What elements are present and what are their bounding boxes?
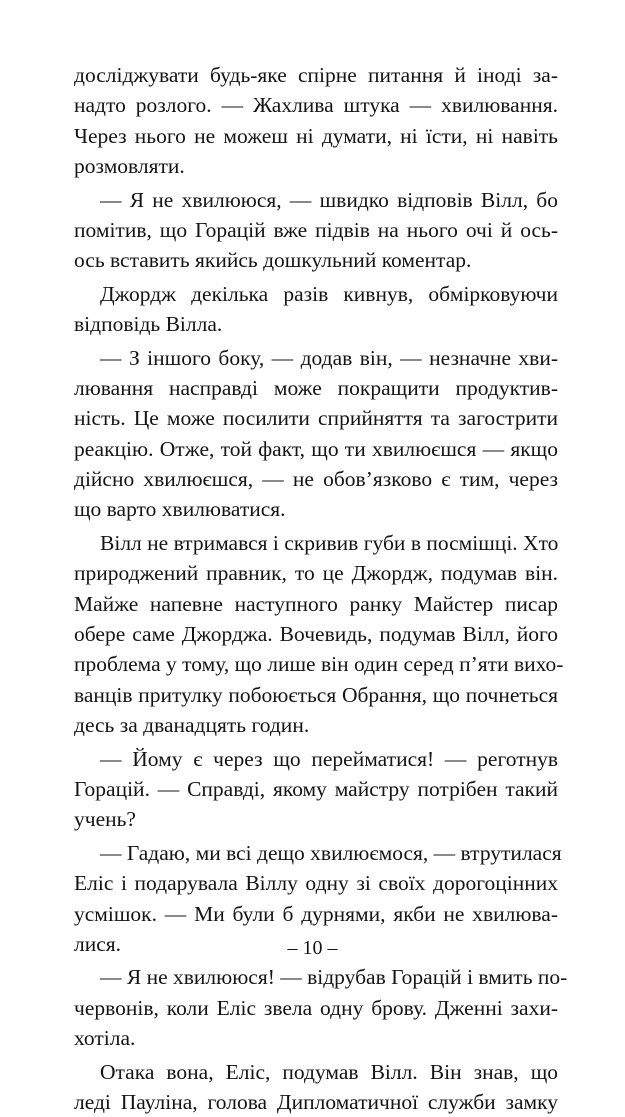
text-line: лися. — [74, 931, 122, 956]
text-line: Вілл не втримався і скривив губи в посмішці. Хто — [100, 530, 559, 555]
text-line: десь за дванадцять годин. — [74, 713, 310, 738]
text-line: — Гадаю, ми всі дещо хвилюємося, — втрутилася — [100, 840, 562, 865]
text-line: дійсно хвилюєшся, — не обов’язково є тим, через — [74, 467, 558, 492]
text-line: природжений правник, то це Джордж, подумав він. — [74, 561, 558, 586]
text-line: усмішок. — Ми були б дурнями, якби не хвилюва- — [74, 901, 558, 926]
text-line: Джордж декілька разів кивнув, обмірковуючи — [100, 281, 558, 306]
text-line: проблема у тому, що лише він один серед п’яти вихо- — [74, 652, 564, 677]
text-line: — Я не хвилююся! — відрубав Горацій і вмить по- — [100, 965, 568, 990]
text-line: лювання насправді може покращити продуктив- — [74, 375, 558, 400]
text-line: Через нього не можеш ні думати, ні їсти, ні навіть — [74, 123, 558, 148]
text-line: розмовляти. — [74, 154, 185, 179]
text-line: обере саме Джорджа. Вочевидь, подумав Вілл, його — [74, 622, 558, 647]
text-line: — Йому є через що перейматися! — реготнув — [100, 746, 558, 771]
text-line: хотіла. — [74, 1026, 136, 1051]
text-line: Отака вона, Еліс, подумав Вілл. Він знав, що — [100, 1059, 558, 1084]
text-line: Майже напевне наступного ранку Майстер писар — [74, 591, 558, 616]
page-number: – 10 – — [287, 937, 338, 959]
text-line: леді Пауліна, голова Дипломатичної служби замку — [74, 1089, 558, 1114]
text-line: ність. Це може посилити сприйняття та загострити — [74, 406, 558, 431]
text-line: учень? — [74, 807, 136, 832]
text-line: — Я не хвилююся, — швидко відповів Вілл, бо — [100, 187, 558, 212]
text-line: помітив, що Горацій вже підвів на нього очі й ось- — [74, 217, 558, 242]
text-line: ванців притулку побоюється Обрання, що почнеться — [74, 682, 558, 707]
text-line: червонів, коли Еліс звела одну брову. Дженні захи- — [74, 995, 558, 1020]
text-line: Еліс і подарувала Віллу одну зі своїх дорогоцінних — [74, 871, 558, 896]
text-line: що варто хвилюватися. — [74, 497, 286, 522]
text-line: — З іншого боку, — додав він, — незначне хви- — [100, 345, 558, 370]
text-line: реакцію. Отже, той факт, що ти хвилюєшся — якщо — [74, 436, 558, 461]
text-line: відповідь Вілла. — [74, 312, 223, 337]
text-line: надто розлого. — Жахлива штука — хвилювання. — [74, 93, 558, 118]
text-line: ось вставить якийсь дошкульний коментар. — [74, 248, 472, 273]
text-line: Горацій. — Справді, якому майстру потрібен такий — [74, 776, 558, 801]
text-line: досліджувати будь-яке спірне питання й іноді за- — [74, 63, 558, 87]
